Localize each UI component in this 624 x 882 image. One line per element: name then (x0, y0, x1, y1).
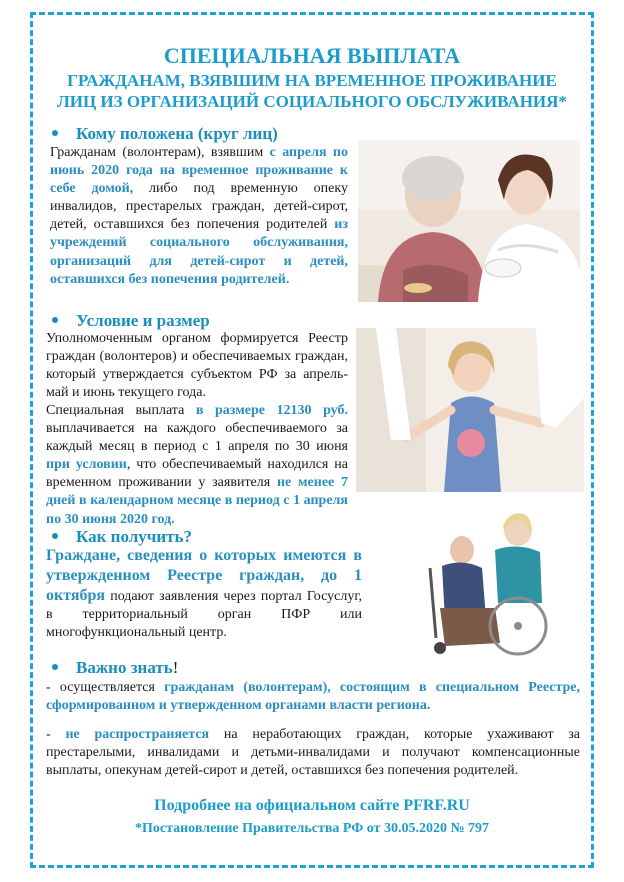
title-line-1: СПЕЦИАЛЬНАЯ ВЫПЛАТА (163, 43, 461, 68)
bullet-icon (52, 533, 58, 539)
section1-text: Гражданам (волонтерам), взявшим с апреля по июнь 2020 года на временное проживание к себе домой, либо под временную опеку инвалидов, престарелых граждан, детей-сирот, детей, оставшихся без попечения родителей из учреждений социального обслуживания, организаций для детей-сирот и детей, оставшихся без попечения родителей. (50, 145, 348, 287)
page-title (40, 44, 584, 112)
section2-heading: Условие и размер (52, 311, 210, 331)
section1-heading: Кому положена (круг лиц) (52, 124, 278, 144)
photo-man-in-wheelchair (400, 508, 580, 658)
section4-text-1: - осуществляется гражданам (волонтерам), состоящим в специальном Реестре, сформированном и утвержденном органами власти региона. (46, 680, 580, 714)
section4-text-2: - не распространяется на неработающих граждан, которые ухаживают за престарелыми, инвалидами и детьми-инвалидами и получают компенсационные выплаты, опекунам детей-сирот и детей, оставшихся без попечения родителей. (46, 727, 580, 779)
photo-child-holding-hands (356, 328, 584, 492)
section2-text-1: Уполномоченным органом формируется Реестр граждан (волонтеров) и обеспечиваемых граждан, который утверждается субъектом РФ за апрель-май и июнь текущего года. (46, 331, 348, 401)
bullet-icon (52, 317, 58, 323)
section3-text: Граждане, сведения о которых имеются в утвержденном Реестре граждан, до 1 октября подают заявления через портал Госуслуг, в территориальный орган ПФР или многофункциональный центр. (46, 547, 362, 641)
photo-elderly-woman-with-nurse (358, 140, 580, 302)
title-line-3: ЛИЦ ИЗ ОРГАНИЗАЦИЙ СОЦИАЛЬНОГО ОБСЛУЖИВАНИЯ* (57, 92, 567, 111)
bullet-icon (52, 130, 58, 136)
title-line-2: ГРАЖДАНАМ, ВЗЯВШИМ НА ВРЕМЕННОЕ ПРОЖИВАНИЕ (67, 71, 557, 90)
section2-text-2: Специальная выплата в размере 12130 руб. выплачивается на каждого обеспечиваемого за каждый месяц в период с 1 апреля по 30 июня при условии, что обеспечиваемый находился на временном проживании у заявителя не менее 7 дней в календарном месяце в период с 1 апреля по 30 июня 2020 год. (46, 403, 349, 527)
footer-decree: *Постановление Правительства РФ от 30.05.2020 № 797 (134, 821, 490, 836)
footer-website-link[interactable]: Подробнее на официальном сайте PFRF.RU (154, 797, 470, 814)
section4-heading: Важно знать! (52, 658, 178, 678)
bullet-icon (52, 664, 58, 670)
section3-heading: Как получить? (52, 527, 192, 547)
